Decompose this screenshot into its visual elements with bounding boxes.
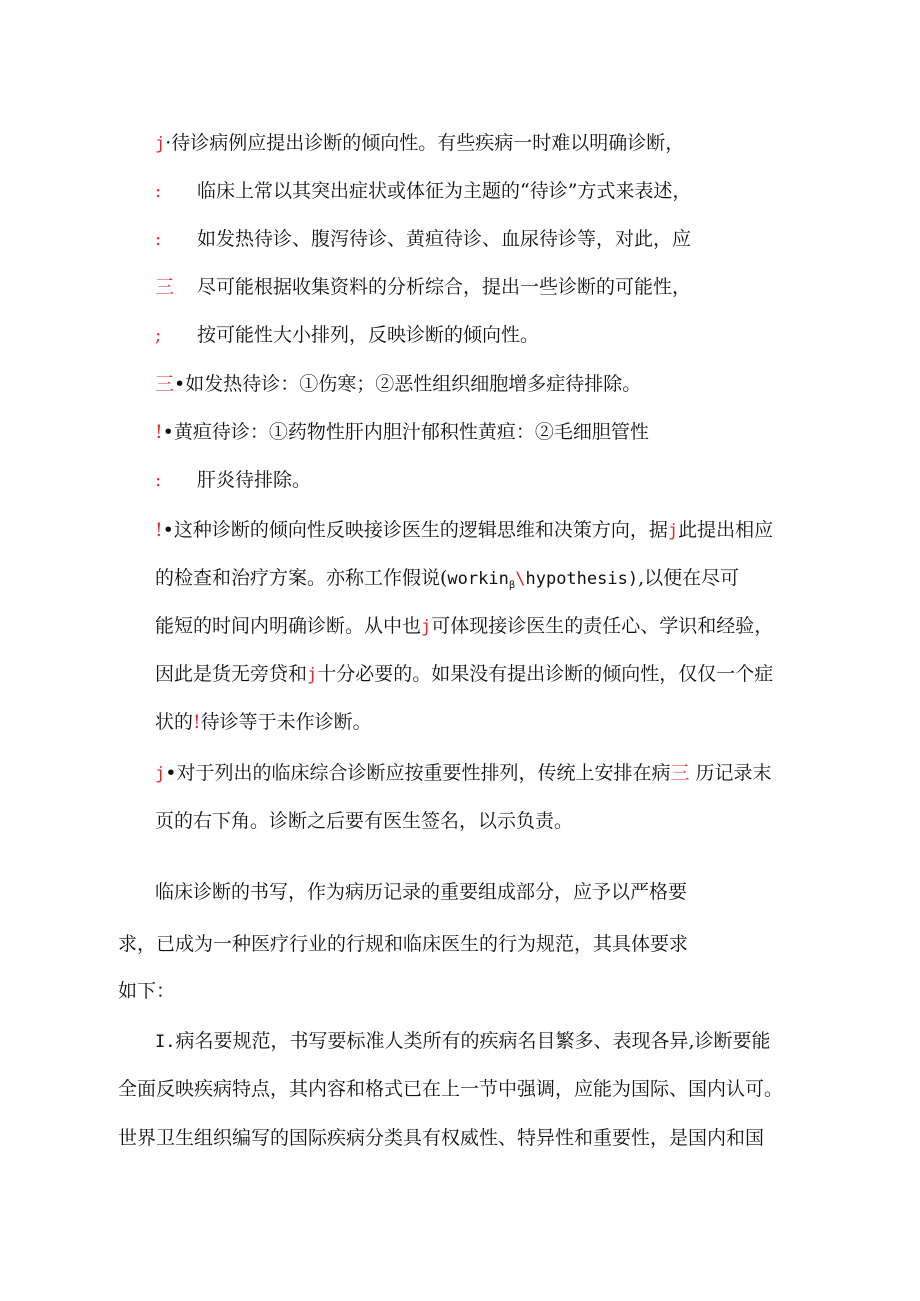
red-marker: ; [155,324,162,346]
line-text: 此提出相应 [678,519,774,541]
line-text: 状的 [155,711,194,733]
text-line-13 [155,710,372,734]
text-line-7 [155,420,649,444]
line-text: 如下： [118,980,176,1002]
list-number: I. [155,1032,176,1052]
line-text: 尽可能根据收集资料的分析综合，提出一些诊断的可能性， [197,276,692,298]
text-line-20 [118,1077,783,1101]
line-text: •对于列出的临床综合诊断应按重要性排列，传统上安排在病 [165,762,671,784]
red-marker: : [155,228,162,250]
red-marker: j [155,764,166,784]
line-text: ·待诊病例应提出诊断的倾向性。有些疾病一时难以明确诊断， [165,132,685,154]
line-text: 因此是货无旁贷和 [155,663,308,685]
line-text: 世界卫生组织编写的国际疾病分类具有权威性、特异性和重要性，是国内和国 [118,1127,765,1149]
red-marker: ! [193,711,201,733]
line-text: 历记录末 [689,762,772,784]
text-line-2 [155,179,691,203]
text-line-9 [155,518,773,543]
text-line-6 [155,372,641,396]
text-line-11 [155,614,773,639]
text-line-5 [155,323,539,347]
text-line-1 [155,131,684,156]
red-marker: ! [155,519,163,541]
text-line-18 [118,979,175,1003]
text-line-4 [155,275,691,299]
red-marker: j [421,617,432,637]
line-text: 按可能性大小排列，反映诊断的倾向性。 [197,324,540,346]
red-marker: 三 [670,762,690,784]
red-marker: : [155,180,162,202]
text-line-15 [155,809,573,833]
line-text: 待诊等于未作诊断。 [200,711,372,733]
red-marker: : [155,469,162,491]
line-text: •这种诊断的倾向性反映接诊医生的逻辑思维和决策方向，据 [162,519,668,541]
line-text: 肝炎待排除。 [197,469,312,491]
red-marker: ! [155,421,163,443]
text-line-10 [155,566,739,598]
line-text: •黄疸待诊：①药物性肝内胆汁郁积性黄疸：②毛细胆管性 [162,421,649,443]
red-marker: j [155,134,166,154]
text-line-12 [155,662,773,687]
line-text: 页的右下角。诊断之后要有医生签名，以示负责。 [155,810,574,832]
line-text: •如发热待诊：①伤寒；②恶性组织细胞增多症待排除。 [174,373,642,395]
red-marker: j [667,521,679,541]
subscript-mark: β [508,580,516,591]
red-marker: j [307,665,318,685]
text-line-3 [155,227,691,251]
text-line-14 [155,761,772,786]
line-text: 求，已成为一种医疗行业的行规和临床医生的行为规范，其具体要求 [118,933,689,955]
line-text: 的检查和治疗方案。亦称工作假说( [155,567,448,589]
text-line-21 [118,1126,764,1150]
line-text: 可体现接诊医生的责任心、学识和经验， [431,615,774,637]
red-marker: 三 [155,276,175,298]
line-text: 临床上常以其突出症状或体征为主题的“待诊”方式来表述， [197,180,692,202]
line-text: 全面反映疾病特点，其内容和格式已在上一节中强调，应能为国际、国内认可。 [118,1078,784,1100]
text-line-17 [118,932,688,956]
line-text: 如发热待诊、腹泻待诊、黄疸待诊、血尿待诊等，对此，应 [197,228,692,250]
text-line-19 [155,1029,771,1054]
line-text: ,以便在尽可 [638,567,740,589]
line-text: 病名要规范，书写要标准人类所有的疾病名目繁多、表现各异,诊断要能 [175,1030,771,1052]
text-line-8 [155,468,311,492]
latin-term: workin [447,569,509,589]
line-text: 十分必要的。如果没有提出诊断的倾向性，仅仅一个症 [317,663,774,685]
text-line-16 [155,880,687,904]
line-text: 能短的时间内明确诊断。从中也 [155,615,422,637]
latin-term: hypothesis) [525,569,639,589]
line-text: 临床诊断的书写，作为病历记录的重要组成部分，应予以严格要 [155,881,688,903]
red-marker: \ [515,569,526,589]
red-marker: 三 [155,373,175,395]
